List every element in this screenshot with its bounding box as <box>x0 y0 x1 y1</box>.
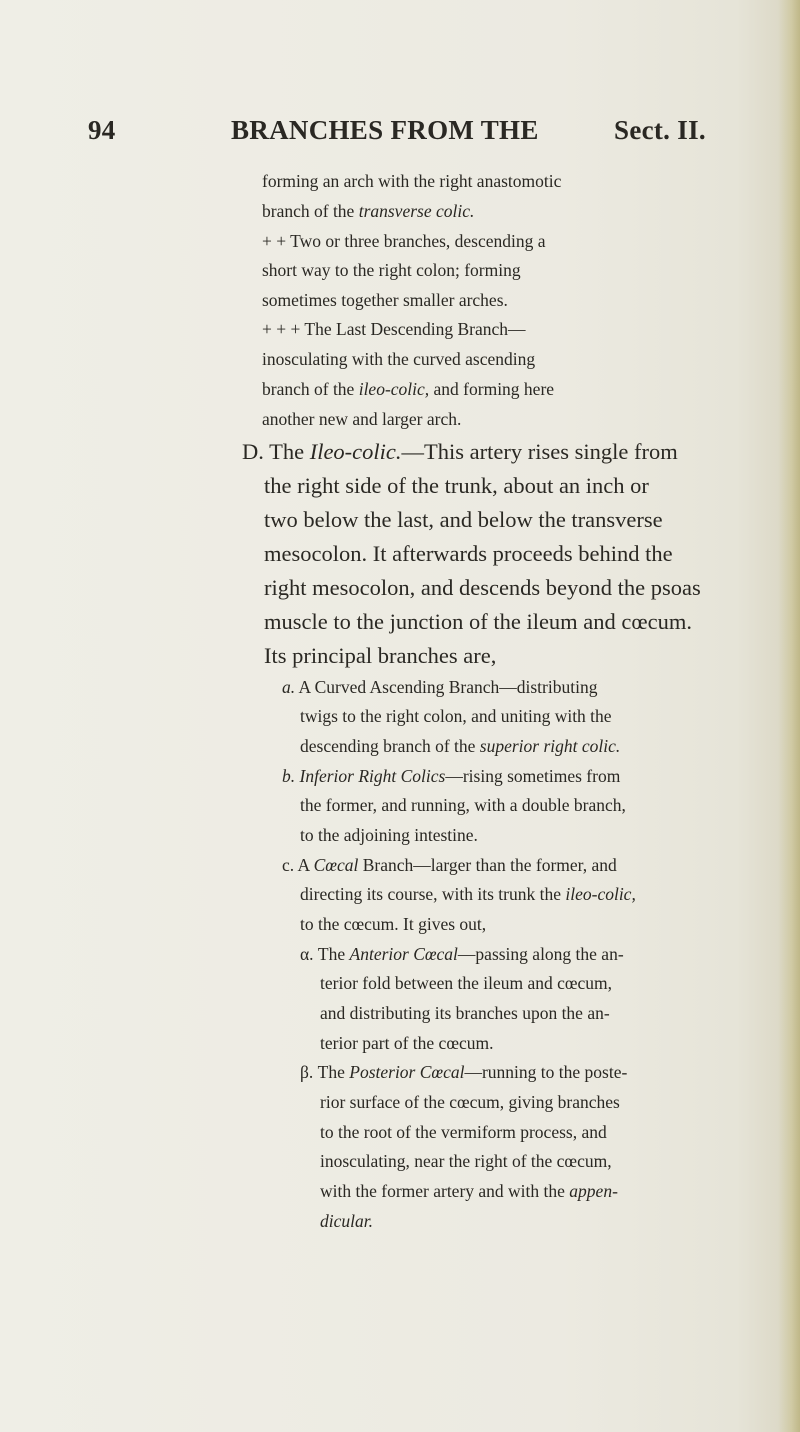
text-line: c. A Cœcal Branch—larger than the former, and <box>282 855 617 875</box>
text-line: descending branch of the superior right colic. <box>300 736 621 756</box>
text-line: b. Inferior Right Colics—rising sometimes from <box>282 766 621 786</box>
text-line: twigs to the right colon, and uniting with the <box>300 706 612 726</box>
text-line: to the adjoining intestine. <box>300 825 478 845</box>
text-line: branch of the transverse colic. <box>262 201 475 221</box>
page-edge-shading <box>778 0 800 1432</box>
text-line: with the former artery and with the appen- <box>320 1181 618 1201</box>
text-line: Its principal branches are, <box>264 643 497 668</box>
text-line: the former, and running, with a double branch, <box>300 795 626 815</box>
text-line: forming an arch with the right anastomotic <box>262 171 562 191</box>
text-line: and distributing its branches upon the an- <box>320 1003 610 1023</box>
running-header <box>88 115 768 155</box>
text-line: dicular. <box>320 1211 373 1231</box>
text-line: + + Two or three branches, descending a <box>262 231 546 251</box>
section-label: Sect. II. <box>614 115 706 145</box>
text-line: inosculating, near the right of the cœcum, <box>320 1151 612 1171</box>
text-line: β. The Posterior Cœcal—running to the poste- <box>300 1062 628 1082</box>
text-line: to the root of the vermiform process, and <box>320 1122 607 1142</box>
text-line: directing its course, with its trunk the ileo-colic, <box>300 884 636 904</box>
text-line: mesocolon. It afterwards proceeds behind the <box>264 541 673 566</box>
text-line: branch of the ileo-colic, and forming here <box>262 379 555 399</box>
text-line: the right side of the trunk, about an inch or <box>264 473 649 498</box>
text-line: sometimes together smaller arches. <box>262 290 508 310</box>
text-line: terior part of the cœcum. <box>320 1033 494 1053</box>
text-line: D. The Ileo-colic.—This artery rises single from <box>242 439 678 464</box>
text-line: short way to the right colon; forming <box>262 260 521 280</box>
running-title: BRANCHES FROM THE <box>231 115 539 145</box>
text-line: right mesocolon, and descends beyond the psoas <box>264 575 701 600</box>
text-line: to the cœcum. It gives out, <box>300 914 487 934</box>
text-line: muscle to the junction of the ileum and cœcum. <box>264 609 693 634</box>
text-line: terior fold between the ileum and cœcum, <box>320 973 613 993</box>
text-line: two below the last, and below the transverse <box>264 507 663 532</box>
text-line: a. A Curved Ascending Branch—distributing <box>282 677 598 697</box>
text-line: α. The Anterior Cœcal—passing along the an- <box>300 944 624 964</box>
text-line: inosculating with the curved ascending <box>262 349 536 369</box>
text-line: + + + The Last Descending Branch— <box>262 319 526 339</box>
text-line: another new and larger arch. <box>262 409 462 429</box>
page-number: 94 <box>88 115 116 145</box>
text-line: rior surface of the cœcum, giving branches <box>320 1092 620 1112</box>
